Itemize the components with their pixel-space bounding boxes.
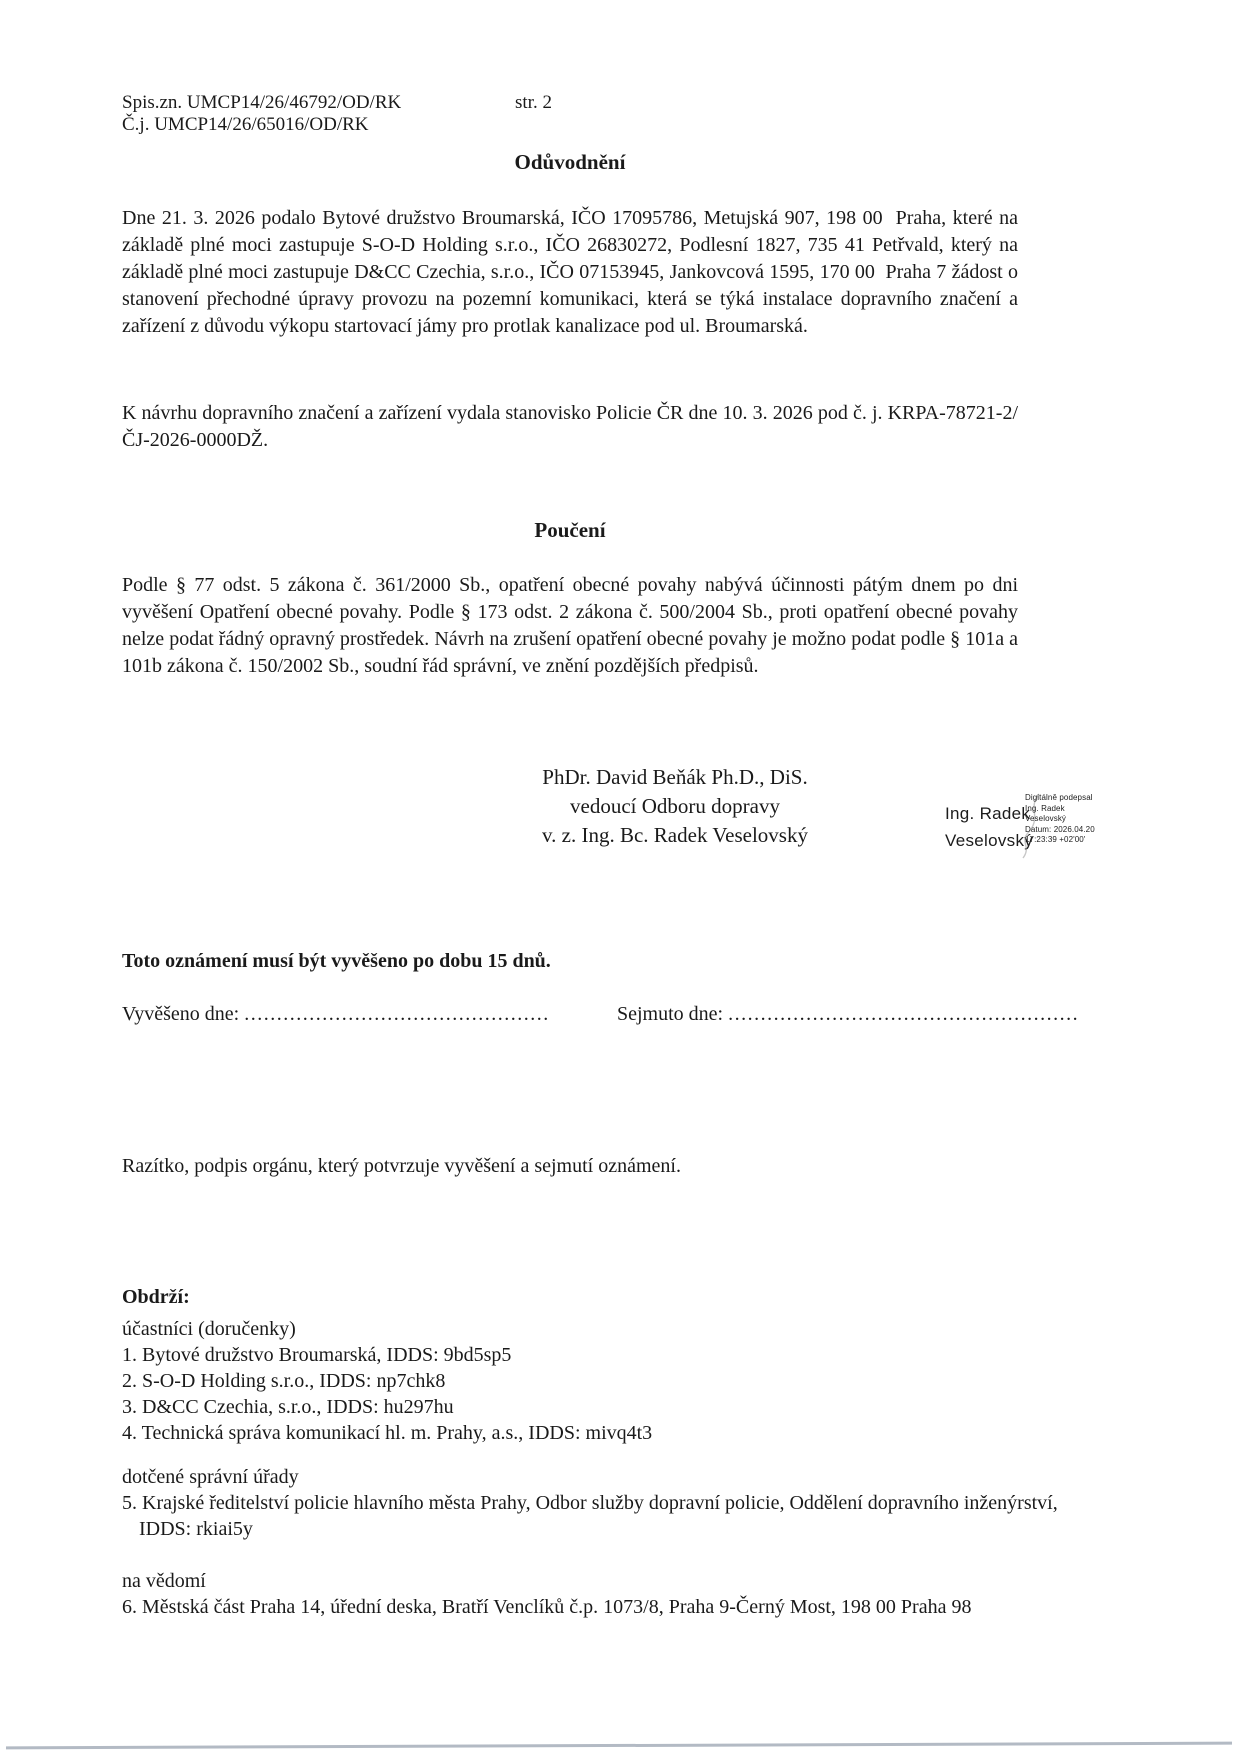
recipient-item: 2. S-O-D Holding s.r.o., IDDS: np7chk8 [122, 1370, 446, 1392]
recipient-item: 5. Krajské ředitelství policie hlavního města Prahy, Odbor služby dopravní policie, Oddělení dopravního inženýrství, IDDS: rkiai5y [122, 1492, 1058, 1540]
file-reference-number: Spis.zn. UMCP14/26/46792/OD/RK [122, 92, 402, 113]
posted-date-dots: ............................................... [244, 1003, 550, 1025]
removed-date-dots: ...................................................... [728, 1003, 1080, 1025]
paragraph-police-statement: K návrhu dopravního značení a zařízení vydala stanovisko Policie ČR dne 10. 3. 2026 pod č. j. KRPA-78721-2/ČJ-2026-0000DŽ. [122, 402, 1018, 451]
removed-date-line [617, 1003, 1079, 1026]
digital-signature-name: Ing. Radek Veselovský [945, 804, 1034, 850]
posted-date-line [122, 1003, 550, 1026]
digital-signature-details: Digitálně podepsal Ing. Radek Veselovský Datum: 2026.04.20 17:23:39 +02'00' [1025, 793, 1095, 844]
posted-date-label: Vyvěšeno dne: [122, 1003, 240, 1025]
document-reference-number: Č.j. UMCP14/26/65016/OD/RK [122, 114, 369, 135]
recipient-item: 1. Bytové družstvo Broumarská, IDDS: 9bd5sp5 [122, 1344, 512, 1366]
paragraph-legal-notice: Podle § 77 odst. 5 zákona č. 361/2000 Sb., opatření obecné povahy nabývá účinnosti pátým dnem po dni vyvěšení Opatření obecné povahy. Podle § 173 odst. 2 zákona č. 500/2004 Sb., proti opatření obecné povahy nelze podat řádný opravný prostředek. Návrh na zrušení opatření obecné povahy je možno podat podle § 101a a 101b zákona č. 150/2002 Sb., soudní řád správní, ve znění pozdějších předpisů. [122, 574, 1023, 677]
signer-title: vedoucí Odboru dopravy [570, 794, 780, 818]
recipients-authorities [122, 1464, 1102, 1542]
posting-rule: Toto oznámení musí být vyvěšeno po dobu 15 dnů. [122, 950, 551, 972]
stamp-instruction: Razítko, podpis orgánu, který potvrzuje vyvěšení a sejmutí oznámení. [122, 1155, 681, 1177]
recipient-item: 6. Městská část Praha 14, úřední deska, Bratří Venclíků č.p. 1073/8, Praha 9-Černý Most, 198 00 Praha 98 [122, 1596, 972, 1618]
signature-block [430, 763, 920, 850]
distribution-heading: Obdrží: [122, 1286, 190, 1308]
recipients-group-label: dotčené správní úřady [122, 1466, 299, 1488]
recipients-participants [122, 1316, 1102, 1446]
removed-date-label: Sejmuto dne: [617, 1003, 724, 1025]
page-number: str. 2 [515, 92, 552, 113]
recipients-for-information [122, 1568, 1122, 1620]
signer-deputy: v. z. Ing. Bc. Radek Veselovský [542, 823, 808, 847]
document-header [122, 92, 401, 136]
recipient-item: 4. Technická správa komunikací hl. m. Prahy, a.s., IDDS: mivq4t3 [122, 1422, 653, 1444]
recipients-group-label: účastníci (doručenky) [122, 1318, 296, 1340]
paragraph-request: Dne 21. 3. 2026 podalo Bytové družstvo Broumarská, IČO 17095786, Metujská 907, 198 00 Praha, které na základě plné moci zastupuje S-O-D Holding s.r.o., IČO 26830272, Podlesní 1827, 735 41 Petřvald, který na základě plné moci zastupuje D&CC Czechia, s.r.o., IČO 07153945, Jankovcová 1595, 170 00 Praha 7 žádost o stanovení přechodné úpravy provozu na pozemní komunikaci, která se týká instalace dopravního značení a zařízení z důvodu výkopu startovací jámy pro protlak kanalizace pod ul. Broumarská. [122, 207, 1023, 337]
page-bottom-divider [6, 1742, 1232, 1750]
section-heading-oduvodneni: Odůvodnění [514, 150, 626, 174]
recipients-group-label: na vědomí [122, 1570, 206, 1592]
signer-name: PhDr. David Beňák Ph.D., DiS. [542, 765, 808, 789]
section-heading-pouceni: Poučení [534, 518, 606, 542]
recipient-item: 3. D&CC Czechia, s.r.o., IDDS: hu297hu [122, 1396, 454, 1418]
